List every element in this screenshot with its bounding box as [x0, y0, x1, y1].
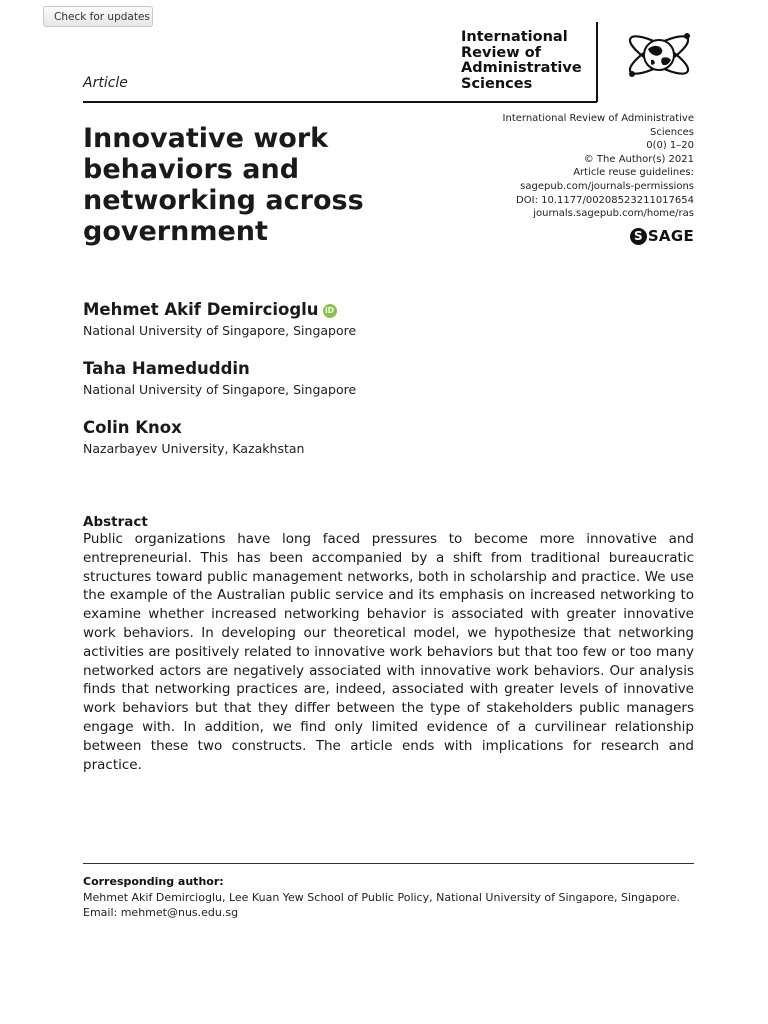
- meta-volume: 0(0) 1–20: [646, 140, 694, 152]
- journal-name-line: Administrative: [461, 60, 582, 76]
- corresponding-author-address: Mehmet Akif Demircioglu, Lee Kuan Yew School of Public Policy, National University of Singapore, Singapore.: [83, 891, 680, 904]
- article-type-label: Article: [83, 75, 128, 91]
- header-divider-vertical: [596, 22, 598, 102]
- article-title: Innovative work behaviors and networking across government: [83, 123, 364, 247]
- meta-journal-link[interactable]: journals.sagepub.com/home/ras: [533, 208, 694, 220]
- author-affiliation: National University of Singapore, Singapore: [83, 323, 357, 338]
- journal-name-line: International: [461, 29, 568, 45]
- sage-s-icon: S: [630, 228, 647, 245]
- header-divider: [83, 101, 597, 103]
- meta-copyright: © The Author(s) 2021: [583, 153, 694, 165]
- corresponding-author-details: [83, 890, 694, 920]
- article-metadata: [464, 112, 694, 221]
- corresponding-author-heading: Corresponding author:: [83, 875, 224, 888]
- author-name-text: Mehmet Akif Demircioglu: [83, 300, 319, 319]
- globe-orbit-logo: [624, 22, 694, 86]
- author-name: [83, 300, 337, 319]
- sage-logo: [630, 227, 694, 245]
- author-name: Taha Hameduddin: [83, 359, 250, 378]
- author-affiliation: Nazarbayev University, Kazakhstan: [83, 441, 305, 456]
- orcid-icon[interactable]: iD: [323, 304, 337, 318]
- meta-journal: International Review of Administrative: [502, 113, 694, 124]
- journal-name-line: Review of: [461, 44, 541, 61]
- corresponding-author-email[interactable]: Email: mehmet@nus.edu.sg: [83, 906, 239, 919]
- sage-wordmark: SAGE: [647, 227, 694, 245]
- abstract-heading: Abstract: [83, 514, 148, 530]
- journal-name-line: Sciences: [461, 75, 533, 92]
- journal-name: [461, 30, 596, 92]
- author-name: Colin Knox: [83, 418, 182, 437]
- author-affiliation: National University of Singapore, Singapore: [83, 382, 357, 397]
- check-for-updates-label: Check for updates: [54, 10, 150, 23]
- meta-doi[interactable]: DOI: 10.1177/00208523211017654: [516, 194, 694, 206]
- abstract-text: Public organizations have long faced pressures to become more innovative and entrepreneurial. This has been accompanied by a shift from traditional bureaucratic structures toward public management networks, both in scholarship and practice. We use the example of the Australian public service and its emphasis on increased networking to examine whether increased networking behavior is associated with greater innovative work behaviors. In developing our theoretical model, we hypothesize that networking activities are positively related to innovative work behaviors but that too few or too many networked actors are negatively associated with innovative work behaviors. Our analysis finds that networking practices are, indeed, associated with greater levels of innovative work behaviors but that they differ between the type of stakeholders public managers engage with. In addition, we find only limited evidence of a curvilinear relationship between these two constructs. The article ends with implications for research and practice.: [83, 531, 694, 773]
- meta-reuse-label: Article reuse guidelines:: [573, 167, 694, 179]
- meta-permissions-link[interactable]: sagepub.com/journals-permissions: [520, 180, 694, 192]
- meta-journal-cont: Sciences: [650, 126, 694, 138]
- check-for-updates-button[interactable]: [43, 6, 153, 27]
- footer-divider: [83, 863, 694, 864]
